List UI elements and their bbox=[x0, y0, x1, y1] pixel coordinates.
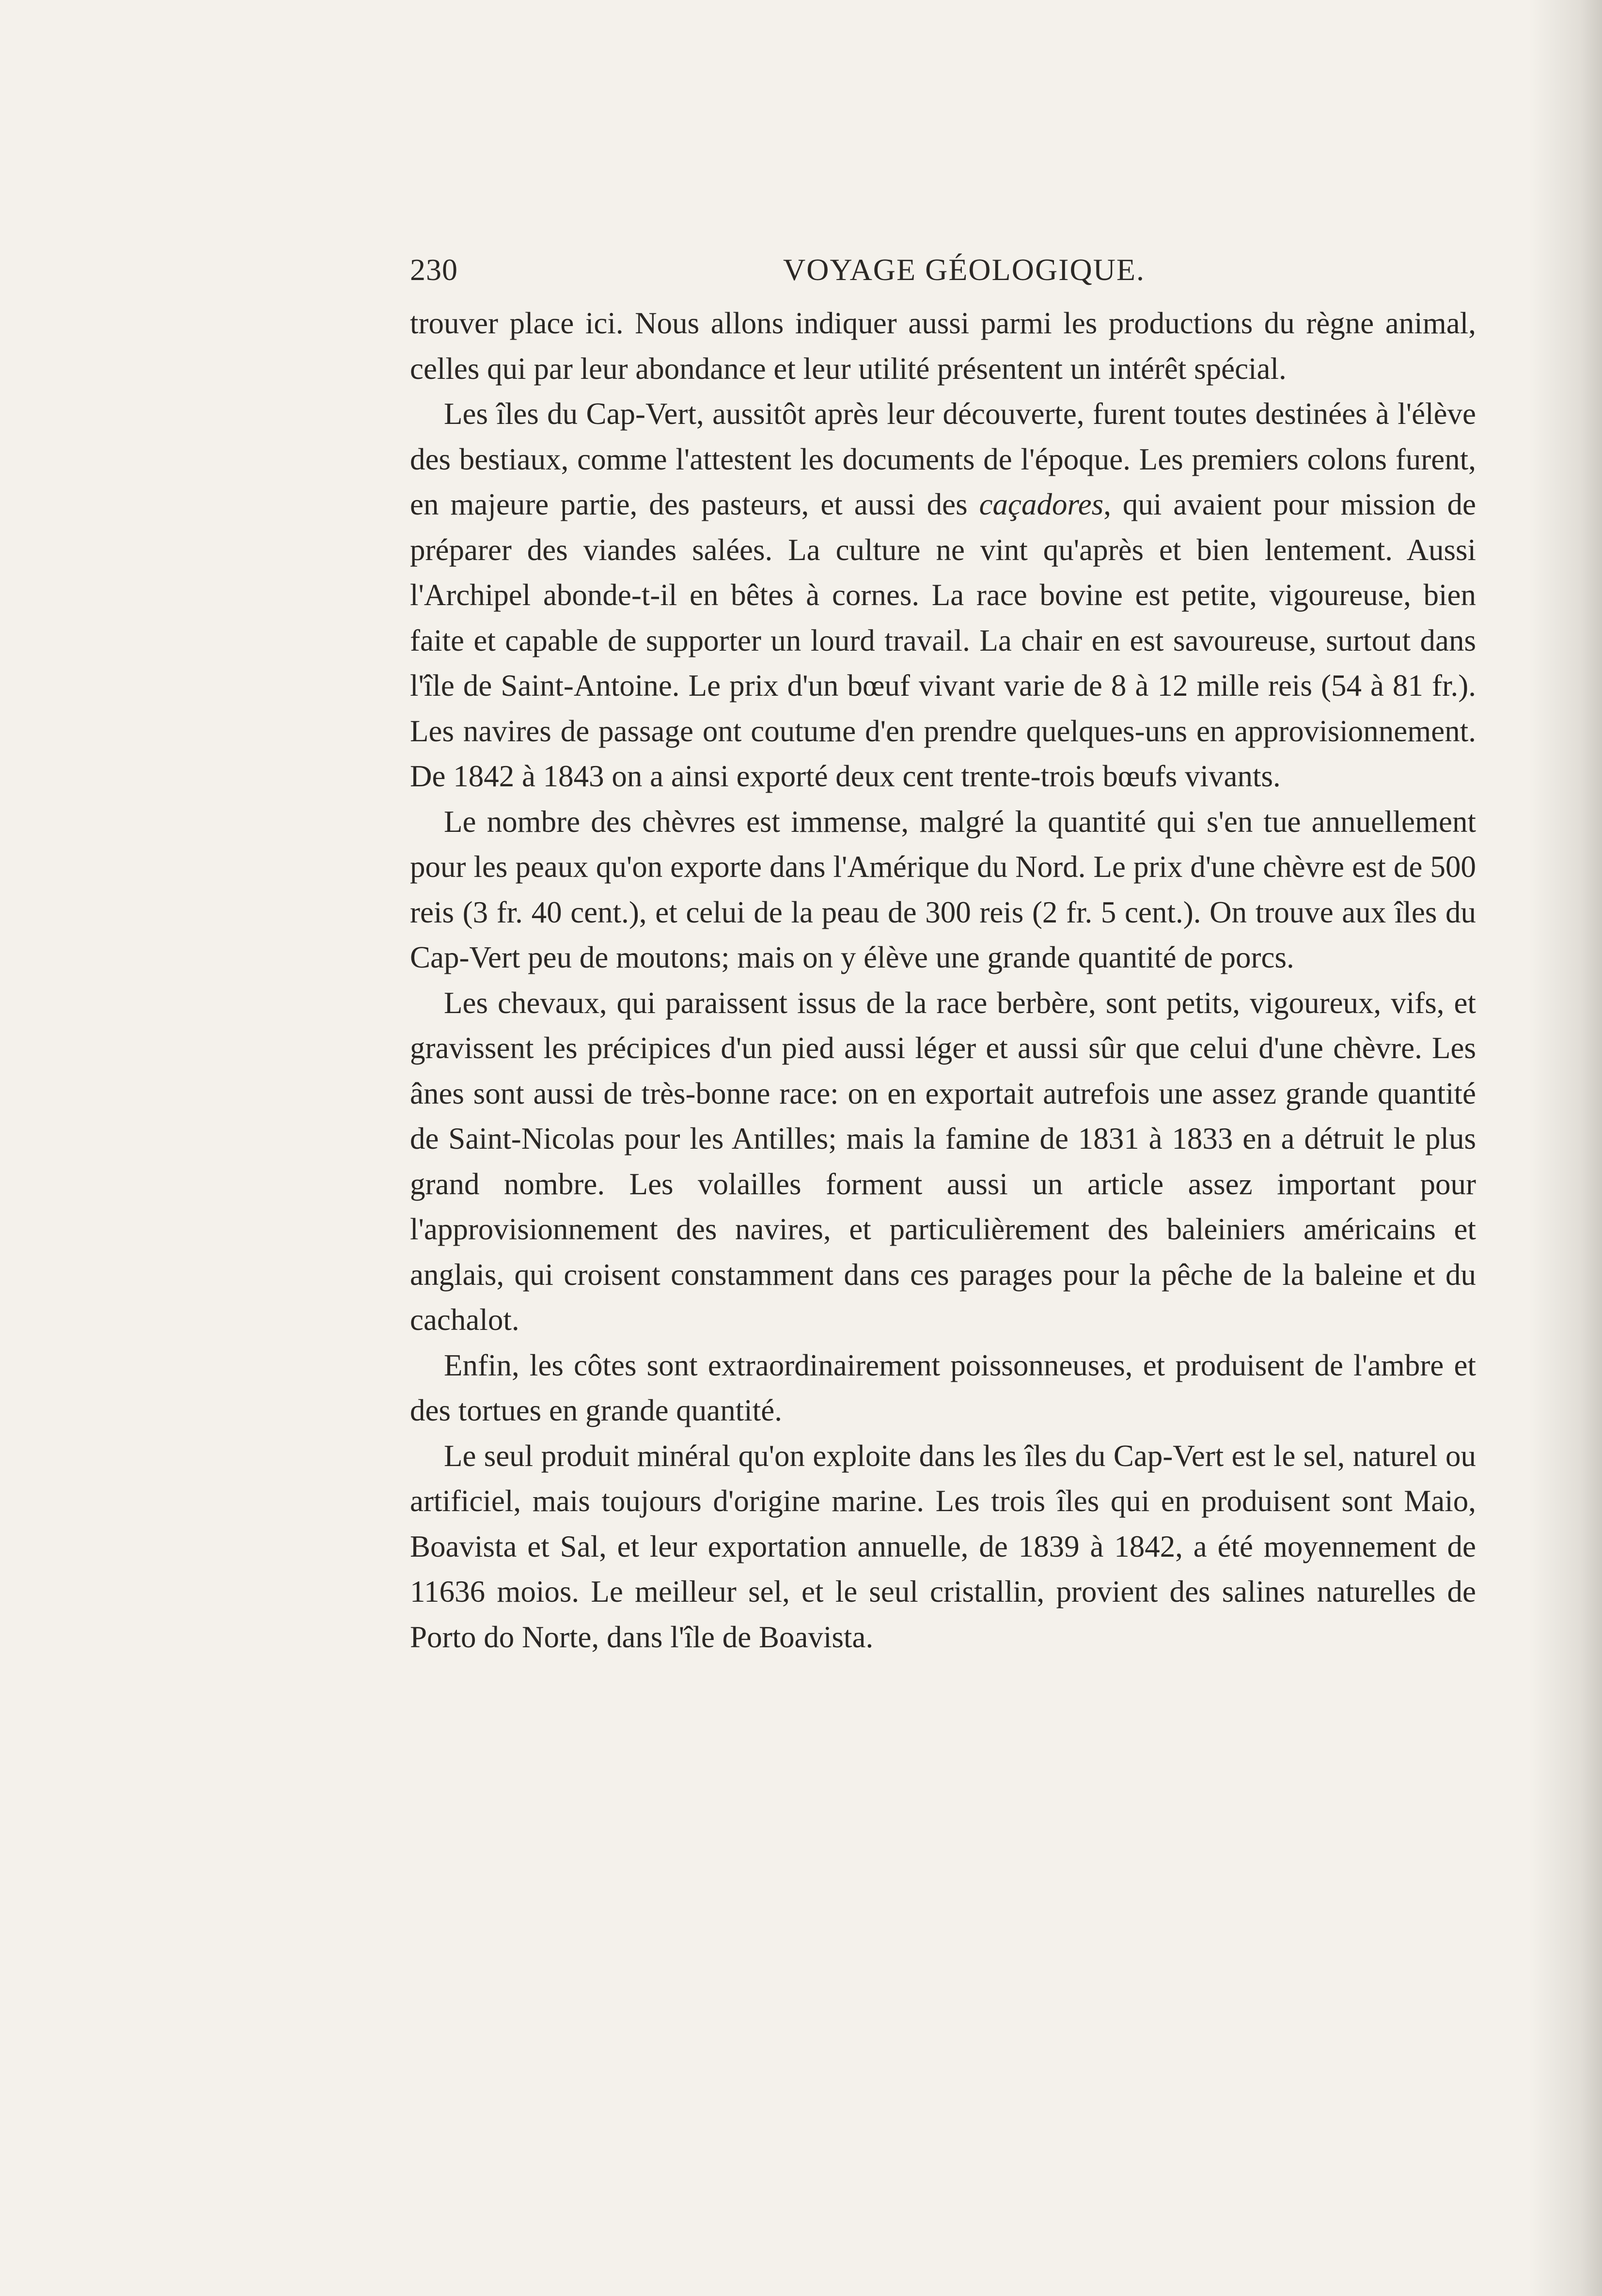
paragraph-continuation bbox=[410, 301, 1476, 391]
paragraph-goats bbox=[410, 799, 1476, 981]
page-header bbox=[410, 252, 1481, 296]
paragraph-text: Les chevaux, qui paraissent issus de la race berbère, sont petits, vigoureux, vifs, et gravissent les précipices d'un pied aussi léger et aussi sûr que celui d'une chèvre. Les ânes sont aussi de très-bonne race: on en exportait autrefois une assez grande quantité de Saint-Nicolas pour les Antilles; mais la famine de 1831 à 1833 en a détruit le plus grand nombre. Les volailles forment aussi un article assez important pour l'approvisionnement des navires, et particulièrement des baleiniers américains et anglais, qui croisent constamment dans ces parages pour la pêche de la baleine et du cachalot. bbox=[410, 985, 1476, 1337]
page-number: 230 bbox=[410, 252, 458, 287]
paragraph-horses bbox=[410, 981, 1476, 1343]
body-text bbox=[410, 301, 1476, 1660]
paragraph-text: Le nombre des chèvres est immense, malgré la quantité qui s'en tue annuellement pour les peaux qu'on exporte dans l'Amérique du Nord. Le prix d'une chèvre est de 500 reis (3 fr. 40 cent.), et celui de la peau de 300 reis (2 fr. 5 cent.). On trouve aux îles du Cap-Vert peu de moutons; mais on y élève une grande quantité de porcs. bbox=[410, 804, 1476, 974]
paragraph-cattle bbox=[410, 391, 1476, 799]
paragraph-text-start: Les îles du Cap-Vert, aussitôt après leur découverte, furent toutes destinées à l'élève des bestiaux, comme l'attestent les documents de l'époque. Les premiers colons furent, en majeure partie, des pasteurs, et aussi des bbox=[410, 397, 1476, 521]
page-edge-shadow bbox=[1529, 0, 1602, 2296]
paragraph-text: Le seul produit minéral qu'on exploite dans les îles du Cap-Vert est le sel, naturel ou artificiel, mais toujours d'origine marine. Les trois îles qui en produisent sont Maio, Boavista et Sal, et leur exportation annuelle, de 1839 à 1842, a été moyennement de 11636 moios. Le meilleur sel, et le seul cristallin, provient des salines naturelles de Porto do Norte, dans l'île de Boavista. bbox=[410, 1438, 1476, 1654]
paragraph-salt bbox=[410, 1434, 1476, 1660]
paragraph-text: trouver place ici. Nous allons indiquer aussi parmi les productions du règne animal, celles qui par leur abondance et leur utilité présentent un intérêt spécial. bbox=[410, 306, 1476, 386]
italic-term: caçadores bbox=[979, 487, 1104, 521]
paragraph-text-end: , qui avaient pour mission de préparer des viandes salées. La culture ne vint qu'après et bien lentement. Aussi l'Archipel abonde-t-il en bêtes à cornes. La race bovine est petite, vigoureuse, bien faite et capable de supporter un lourd travail. La chair en est savoureuse, surtout dans l'île de Saint-Antoine. Le prix d'un bœuf vivant varie de 8 à 12 mille reis (54 à 81 fr.). Les navires de passage ont coutume d'en prendre quelques-uns en approvisionnement. De 1842 à 1843 on a ainsi exporté deux cent trente-trois bœufs vivants. bbox=[410, 487, 1476, 793]
paragraph-coasts bbox=[410, 1343, 1476, 1434]
paragraph-text: Enfin, les côtes sont extraordinairement poissonneuses, et produisent de l'ambre et des tortues en grande quantité. bbox=[410, 1348, 1476, 1427]
running-title: VOYAGE GÉOLOGIQUE. bbox=[783, 252, 1145, 287]
